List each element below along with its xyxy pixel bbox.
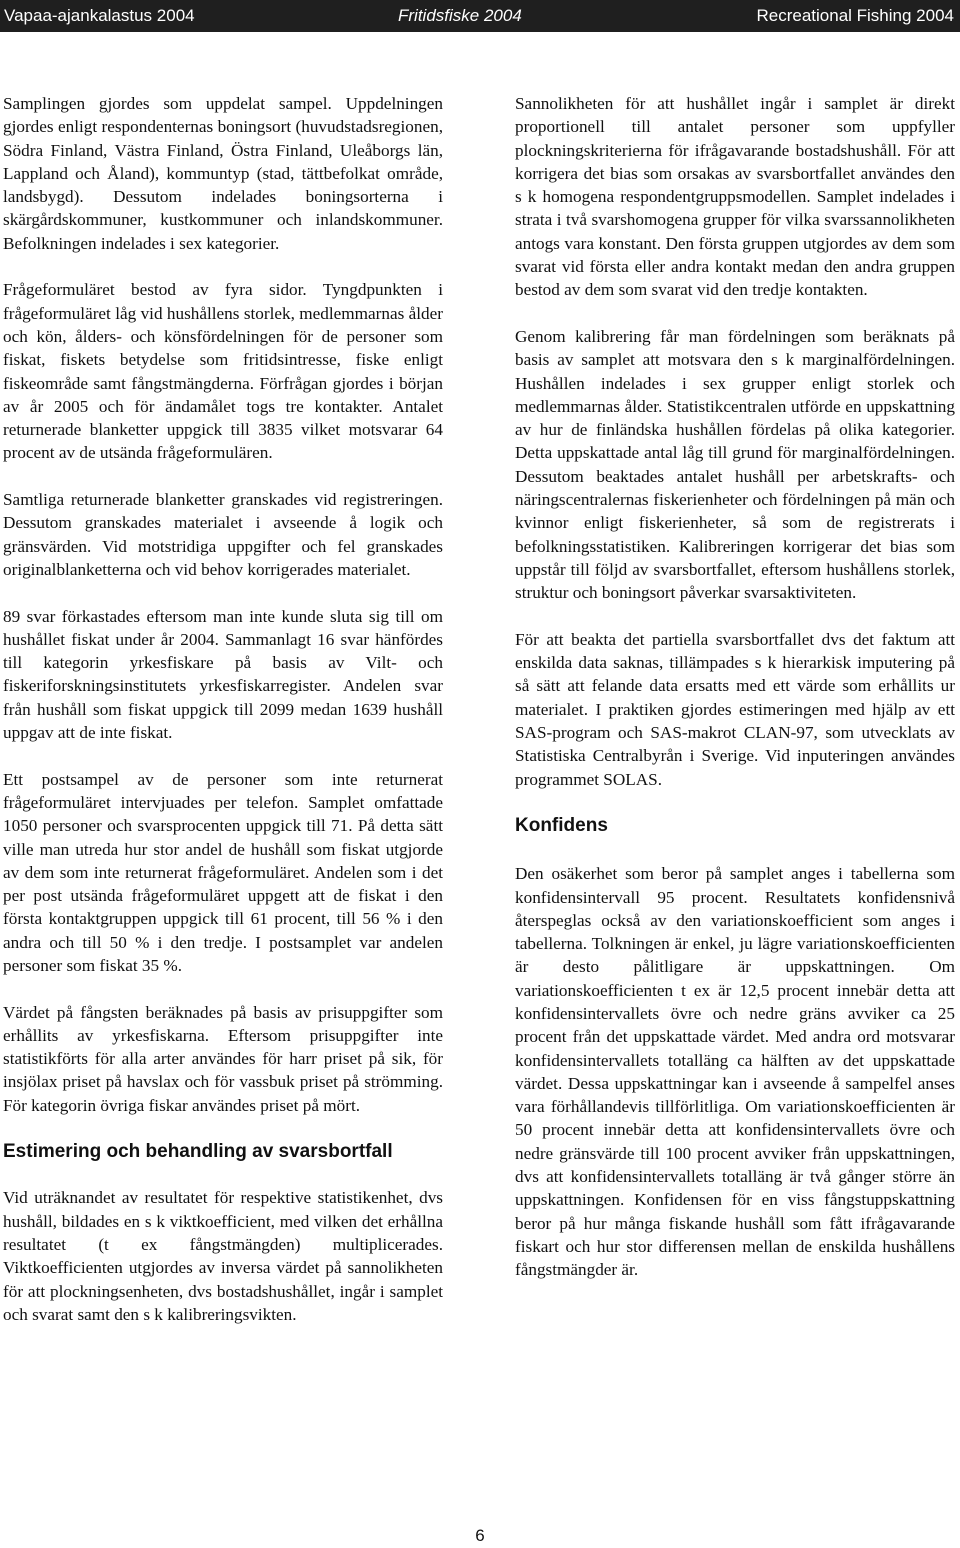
- page-number: 6: [475, 1526, 485, 1545]
- paragraph-sampling: Samplingen gjordes som uppdelat sampel. Uppdelningen gjordes enligt respondenternas boningsort (huvudstadsregionen, Södra Finland, Västra Finland, Östra Finland, Uleåborgs län, Lappland och Åland), kommuntyp (stad, tättbefolkat område, landsbygd). Dessutom indelades boningsorterna i skärgårdskommuner, kustkommuner och inlandskommuner. Befolkningen indelades i sex kategorier.: [3, 94, 443, 253]
- heading-confidence: Konfidens: [515, 815, 608, 837]
- page-header: [0, 0, 960, 32]
- header-swedish-title: Fritidsfiske 2004: [398, 6, 522, 25]
- paragraph-value: Värdet på fångsten beräknades på basis av prisuppgifter som erhållits av yrkesfiskarna. Eftersom prisuppgifter inte statistikförts för alla arter användes för harr priset på sik, för insjölax priset på havslax och för vassbuk priset på strömming. För kategorin övriga fiskar användes priset på mört.: [3, 1002, 443, 1115]
- paragraph-weights: Vid uträknandet av resultatet för respektive statistikenhet, dvs hushåll, bildades en s k viktkoefficient, med vilken det erhållna resultatet (t ex fångstmängden) multiplicerades. Viktkoefficienten utgjordes av inversa värdet på sannolikheten för att plockningsenheten, dvs bostadshushållet, ingår i samplet och svarat samt den s k kalibreringsvikten.: [3, 1188, 443, 1324]
- header-english-title: Recreational Fishing 2004: [756, 6, 954, 25]
- right-column: [515, 92, 955, 1305]
- header-finnish-title: Vapaa-ajankalastus 2004: [4, 6, 195, 25]
- heading-estimation: Estimering och behandling av svarsbortfall: [3, 1141, 393, 1163]
- paragraph-probability: Sannolikheten för att hushållet ingår i samplet är direkt proportionell till antalet personer som uppfyller plockningskriterierna för ifrågavarande bostadshushåll. För att korrigera det bias som orsakas av svarsbortfallet användes den s k homogena respondentgruppsmodellen. Samplet indelades i strata i två svarshomogena grupper för vilka svarssannolikheten antogs vara konstant. Den första gruppen utgjordes av dem som svarat vid första eller andra kontakt medan den andra gruppen bestod av dem som svarat vid den tredje kontakten.: [515, 94, 955, 300]
- paragraph-questionnaire: Frågeformuläret bestod av fyra sidor. Tyngdpunkten i frågeformuläret låg vid hushållens storlek, medlemmarnas ålder och kön, ålders- och könsfördelningen för de personer som fiskat, fiskets betydelse som fritidsintresse, fiske enligt fiskeområde samt fångstmängderna. Förfrågan gjordes i början av år 2005 och för ändamålet togs tre kontakter. Antalet returnerade blanketter uppgick till 3835 vilket motsvarar 64 procent av de utsända frågeformulären.: [3, 280, 443, 463]
- left-column: [3, 92, 443, 1349]
- paragraph-calibration: Genom kalibrering får man fördelningen som beräknats på basis av samplet att motsvara den s k marginalfördelningen. Hushållen indelades i sex grupper enligt storlek och medlemmarnas ålder. Statistikcentralen utförde en uppskattning av hur de finländska hushållen fördelas på olika kategorier. Detta uppskattade antal låg till grund för marginalfördelningen. Dessutom beaktades antalet hushåll per arbetskrafts- och näringscentralernas fiskerienheter och fördelningen på män och kvinnor enligt fiskerienheter, så som de registrerats i befolkningsstatistiken. Kalibreringen korrigerar det bias som uppstår till följd av svarsbortfallet, eftersom hushållens storlek, struktur och boningsort påverkar svarsaktiviteten.: [515, 326, 955, 603]
- paragraph-imputation: För att beakta det partiella svarsbortfallet dvs det faktum att enskilda data saknas, tillämpades s k hierarkisk imputering på så sätt att felande data ersatts med ett värde som erhållits ur materialet. I praktiken gjordes estimeringen med hjälp av ett SAS-program och SAS-makrot CLAN-97, som utvecklats av Statistiska Centralbyrån i Sverige. Vid inputeringen användes programmet SOLAS.: [515, 629, 955, 789]
- paragraph-confidence: Den osäkerhet som beror på samplet anges i tabellerna som konfidensintervall 95 procent. Resultatets konfidensnivå återspeglas också av den variationskoefficient som anges i tabellerna. Tolkningen är enkel, ju lägre variationskoefficienten är desto pålitligare är uppskattningen. Om variationskoefficienten t ex är 12,5 procent innebär detta att konfidensintervallets övre och nedre gräns avviker ca 25 procent från det uppskattade värdet. Med andra ord motsvarar konfidensintervallets totalläng ca hälften av det uppskattade värdet. Dessa uppskattningar kan i avseende å sampelfel anses vara förhållandevis tillförlitliga. Om variationskoefficienten är 50 procent innebär detta att konfidensintervallets övre och nedre gränsvärde till 100 procent avviker från uppskattningen, dvs att konfidensintervallets totalläng är två gånger större än uppskattningen. Konfidensen för en viss fångstuppskattning beror på hur många fiskande hushåll som fått ifrågavarande fiskart och hur stor differensen mellan de enskilda hushållens fångstmängder är.: [515, 864, 955, 1280]
- paragraph-rejected: 89 svar förkastades eftersom man inte kunde sluta sig till om hushållet fiskat under år 2004. Sammanlagt 16 svar hänfördes till kategorin yrkesfiskare på basis av Vilt- och fiskeriforskningsinstitutets yrkesfiskarregister. Andelen svar från hushåll som fiskat uppgick till 2099 medan 1639 hushåll uppgav att de inte fiskat.: [3, 606, 443, 743]
- paragraph-review: Samtliga returnerade blanketter granskades vid registreringen. Dessutom granskades materialet i avseende å logik och gränsvärden. Vid motstridiga uppgifter och fel granskades originalblanketterna och vid behov korrigerades materialet.: [3, 490, 443, 579]
- paragraph-postsample: Ett postsampel av de personer som inte returnerat frågeformuläret intervjuades per telefon. Samplet omfattade 1050 personer och svarsprocenten uppgick till 71. På detta sätt ville man utreda hur stor andel de hushåll som fiskat utgjorde av dem som inte returnerat frågeformuläret. Andelen som i det per post utsända frågeformuläret uppgett att de fiskat i den första kontaktgruppen uppgick till 61 procent, till 56 % i den andra och till 50 % i den tredje. I postsamplet var andelen personer som fiskat 35 %.: [3, 769, 443, 975]
